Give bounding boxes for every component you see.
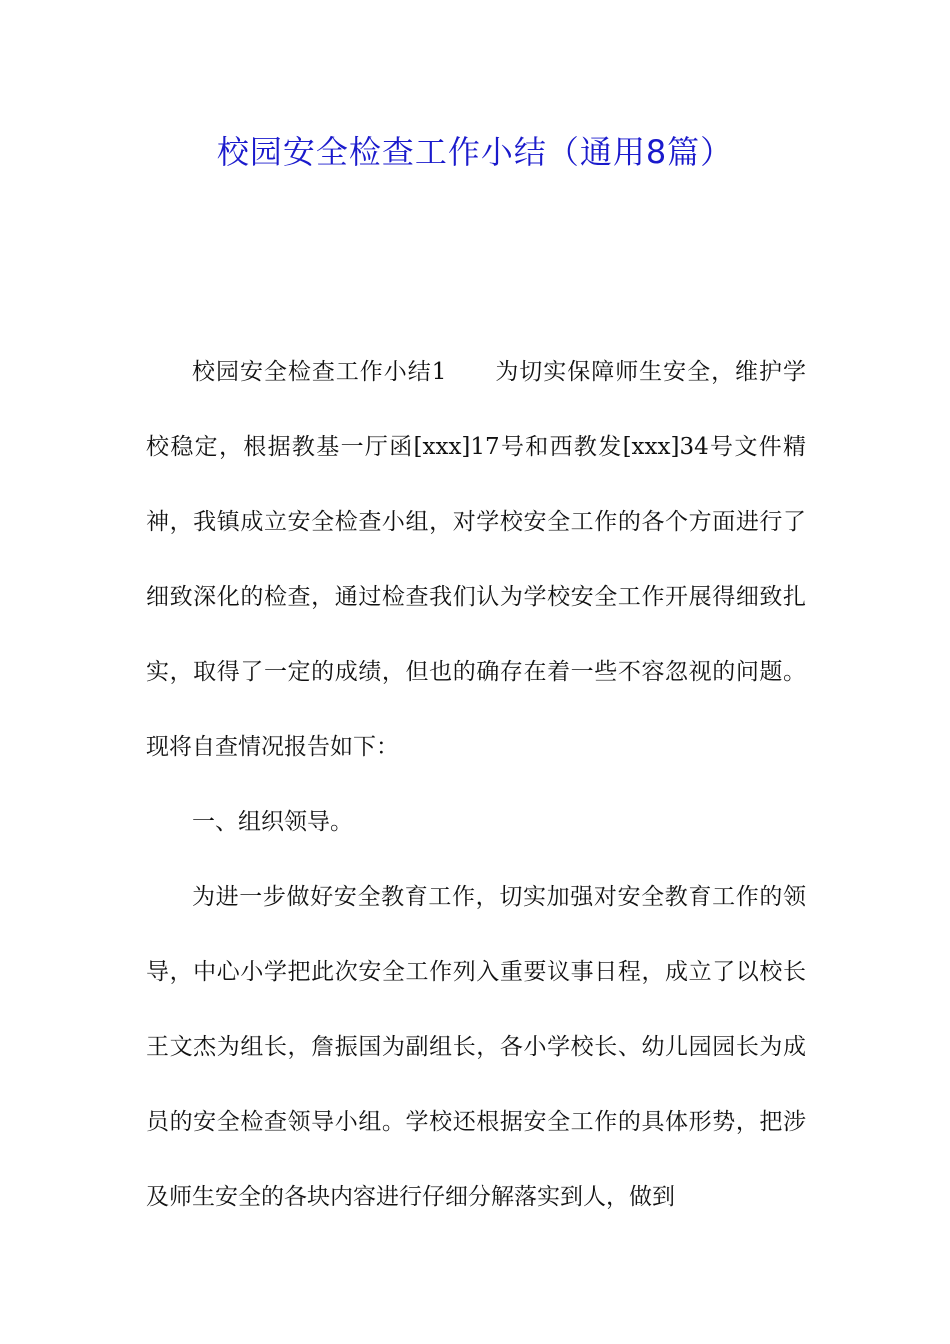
paragraph-text: 为进一步做好安全教育工作，切实加强对安全教育工作的领导，中心小学把此次安全工作列入重要议事日程，成立了以校长王文杰为组长，詹振国为副组长，各小学校长、幼儿园园长为成员的安全检查领导小组。学校还根据安全工作的具体形势，把涉及师生安全的各块内容进行仔细分解落实到人，做到 (146, 884, 806, 1210)
section-heading: 校园安全检查工作小结1 (192, 359, 447, 385)
paragraph-text: 为切实保障师生安全，维护学校稳定，根据教基一厅函[xxx]17号和西教发[xxx]34号文件精神，我镇成立安全检查小组，对学校安全工作的各个方面进行了细致深化的检查，通过检查我们认为学校安全工作开展得细致扎实，取得了一定的成绩，但也的确存在着一些不容忽视的问题。现将自查情况报告如下： (146, 359, 806, 760)
paragraph-intro (146, 335, 806, 785)
paragraph-subheading: 一、组织领导。 (192, 809, 353, 835)
document-body (146, 335, 806, 1235)
document-title: 校园安全检查工作小结（通用8篇） (216, 133, 734, 171)
